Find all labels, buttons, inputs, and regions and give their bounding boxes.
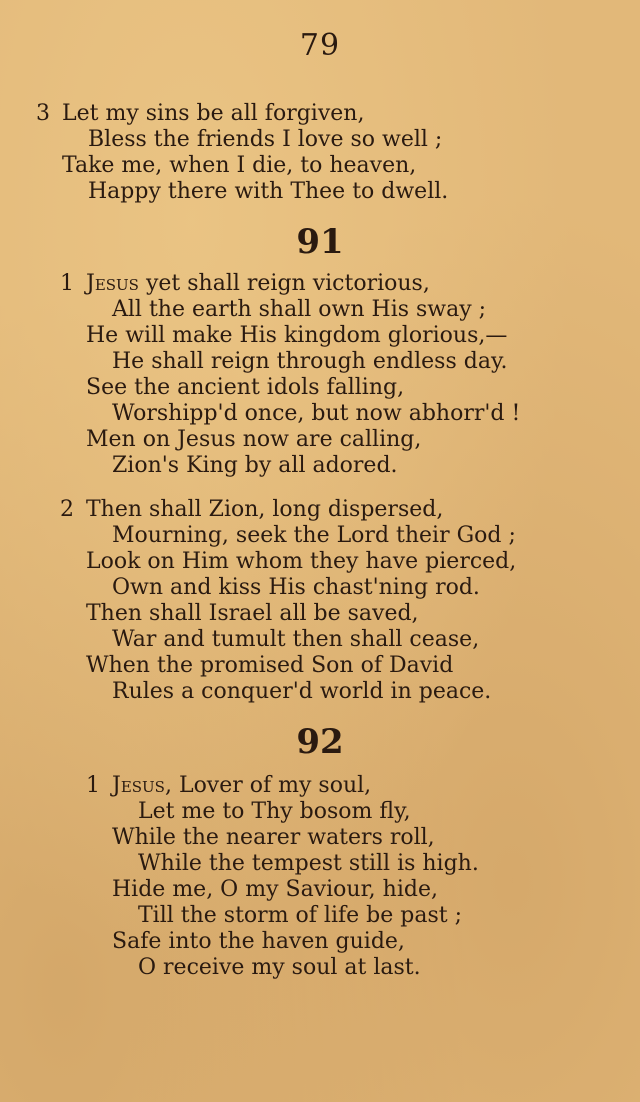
verse-line: O receive my soul at last. — [138, 955, 421, 980]
verse-line: All the earth shall own His sway ; — [112, 297, 487, 322]
verse-line: When the promised Son of David — [86, 653, 454, 678]
verse-line: Then shall Zion, long dispersed, — [86, 497, 444, 522]
verse-line: Happy there with Thee to dwell. — [88, 179, 449, 204]
verse-line: While the nearer waters roll, — [112, 825, 435, 850]
verse-line: Look on Him whom they have pierced, — [86, 549, 517, 574]
verse-line: Men on Jesus now are calling, — [86, 427, 422, 452]
verse-line: While the tempest still is high. — [138, 851, 479, 876]
verse-line — [86, 270, 430, 298]
verse-line: He shall reign through endless day. — [112, 349, 508, 374]
verse-line: Bless the friends I love so well ; — [88, 127, 443, 152]
verse-line: War and tumult then shall cease, — [112, 627, 480, 652]
verse-line-rest: yet shall reign victorious, — [138, 271, 430, 296]
verse-number: 1 — [60, 271, 74, 296]
hymn-number: 92 — [296, 722, 344, 762]
verse-line: Safe into the haven guide, — [112, 929, 405, 954]
verse-line: Hide me, O my Saviour, hide, — [112, 877, 438, 902]
verse-number: 3 — [36, 101, 50, 126]
verse-line: He will make His kingdom glorious,— — [86, 323, 508, 348]
verse-line: Rules a conquer'd world in peace. — [112, 679, 492, 704]
verse-line: See the ancient idols falling, — [86, 375, 405, 400]
verse-line-rest: , Lover of my soul, — [164, 773, 372, 798]
page-number: 79 — [299, 28, 341, 63]
verse-line: Let me to Thy bosom fly, — [138, 799, 411, 824]
first-word: Jesus — [112, 773, 165, 798]
first-word: Jesus — [86, 271, 139, 296]
verse-number: 2 — [60, 497, 74, 522]
verse-line — [112, 772, 371, 800]
verse-number: 1 — [86, 773, 100, 798]
verse-line: Let my sins be all forgiven, — [62, 101, 365, 126]
verse-line: Then shall Israel all be saved, — [86, 601, 419, 626]
verse-line: Own and kiss His chast'ning rod. — [112, 575, 480, 600]
verse-line: Worshipp'd once, but now abhorr'd ! — [112, 401, 521, 426]
verse-line: Take me, when I die, to heaven, — [62, 153, 417, 178]
verse-line: Till the storm of life be past ; — [138, 903, 462, 928]
verse-line: Zion's King by all adored. — [112, 453, 398, 478]
hymn-number: 91 — [296, 222, 344, 262]
verse-line: Mourning, seek the Lord their God ; — [112, 523, 516, 548]
